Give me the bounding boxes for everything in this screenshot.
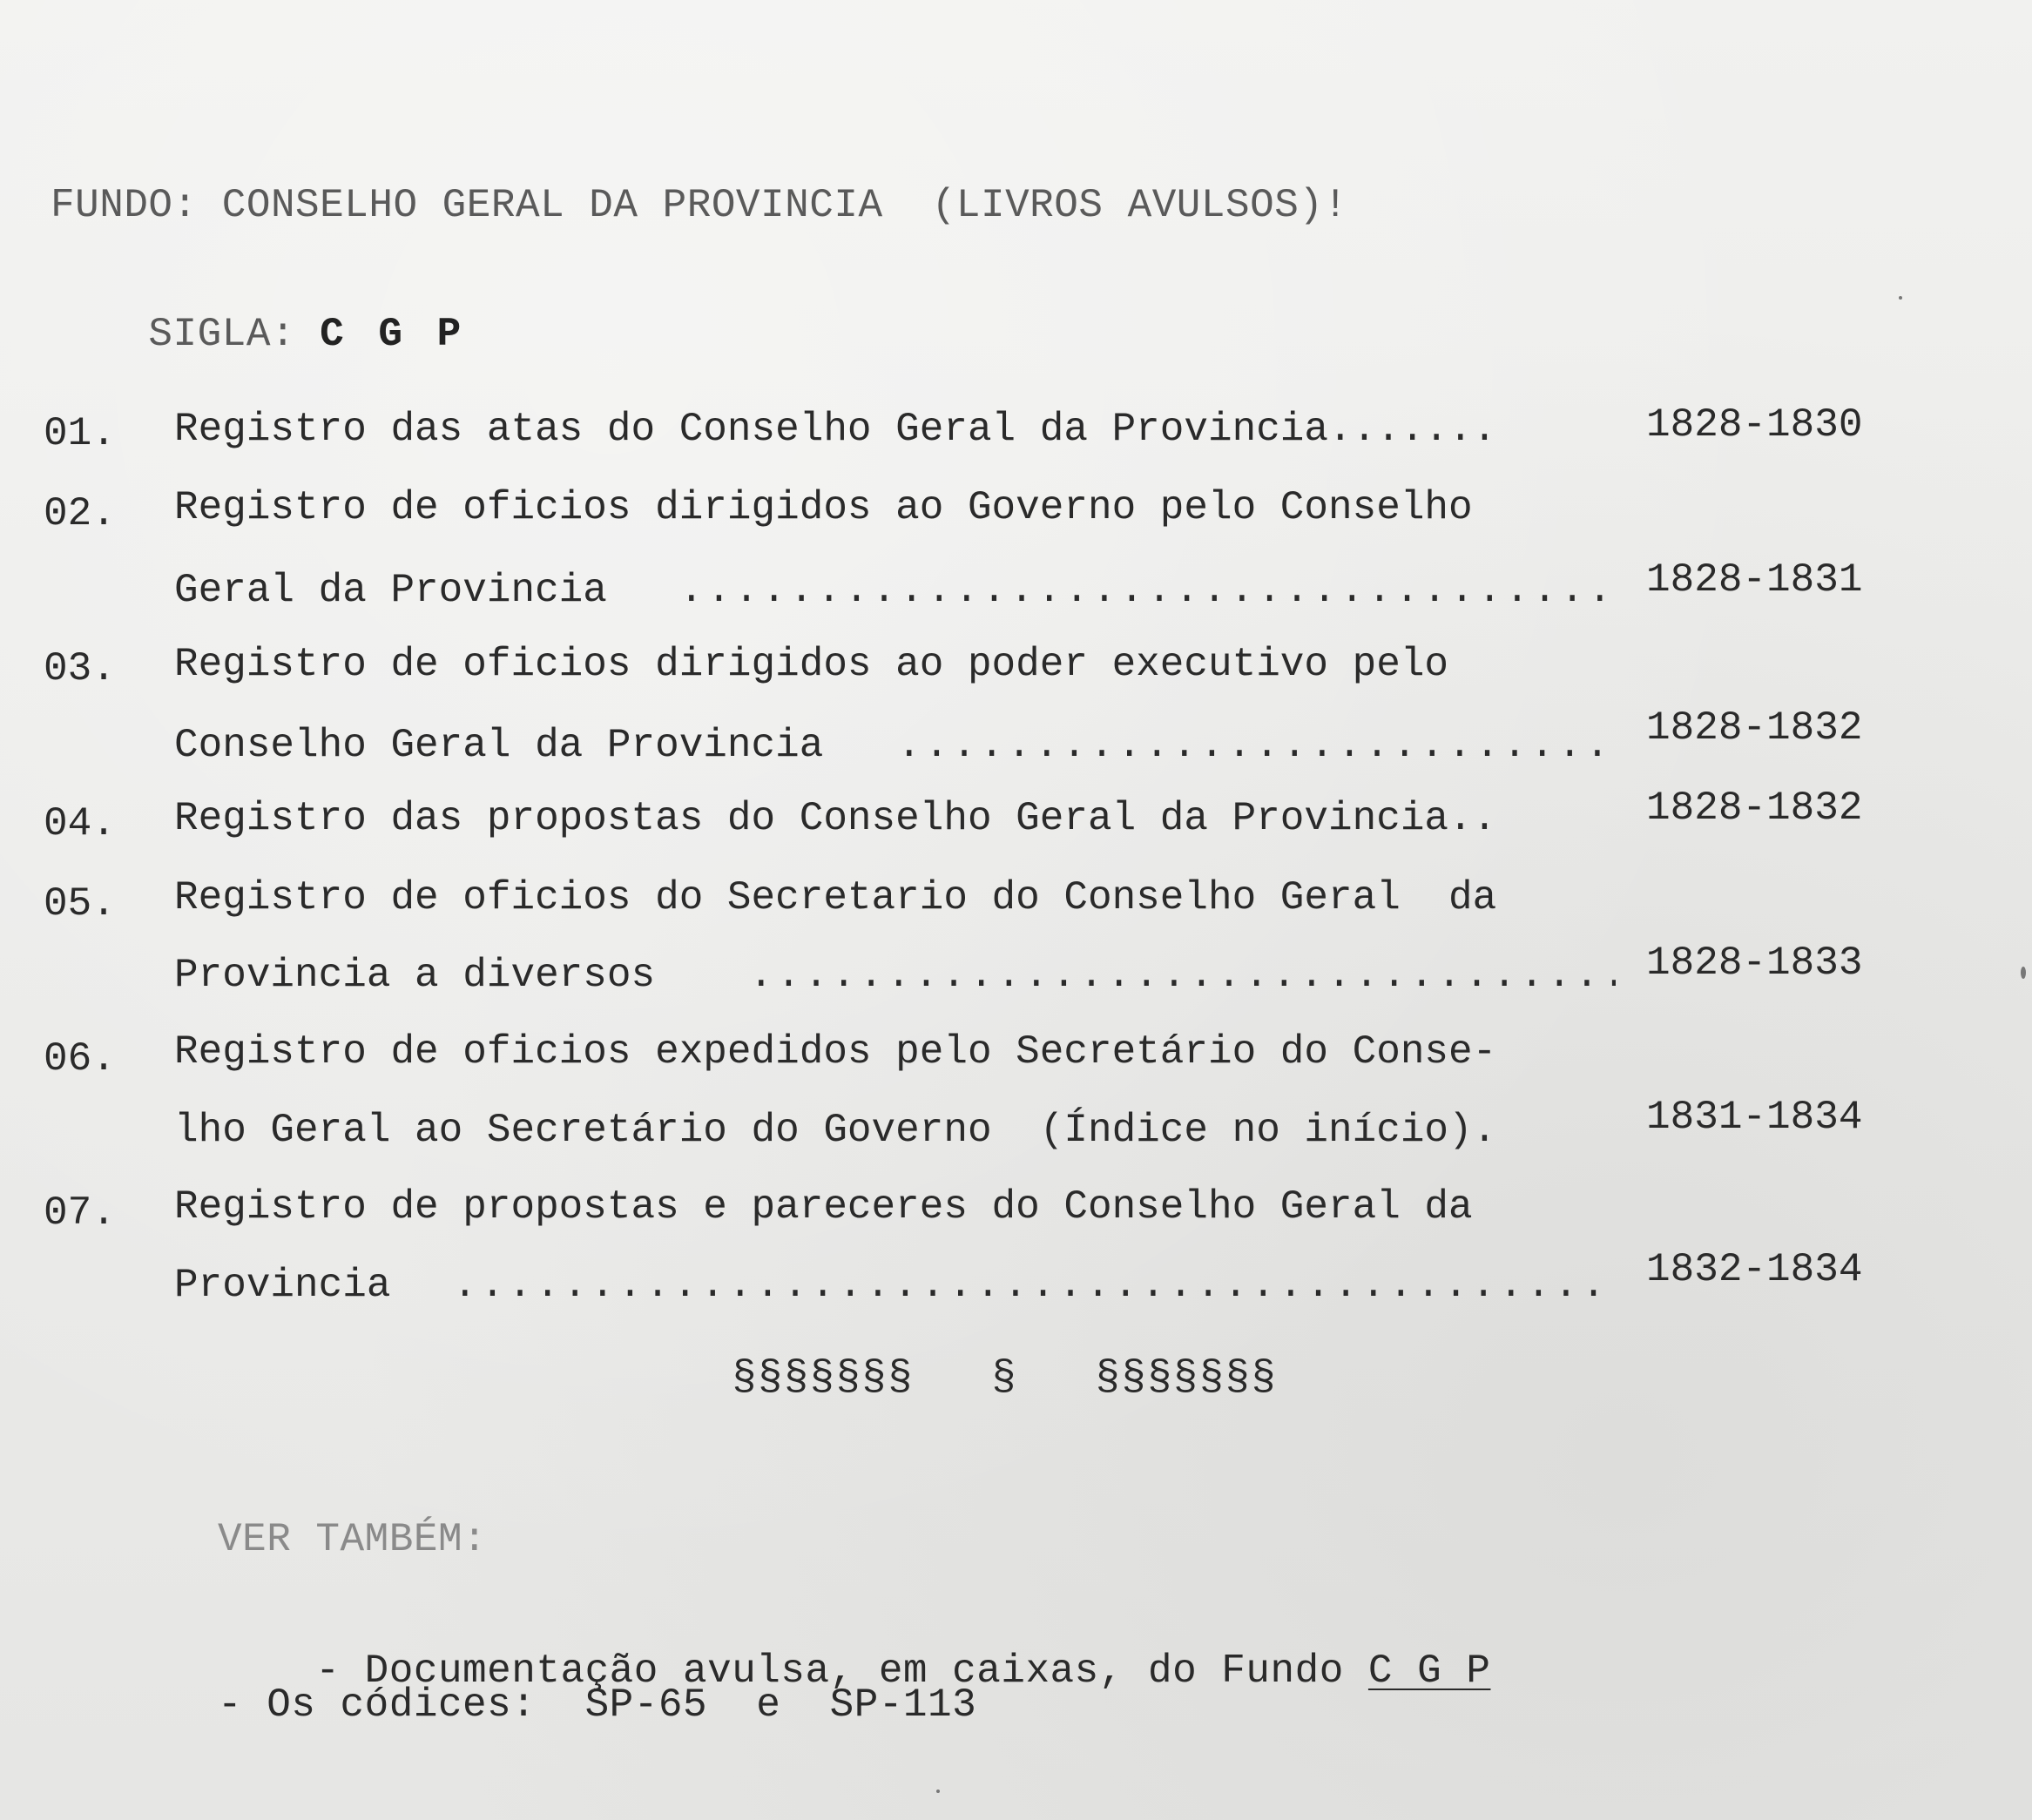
entry-number-04: 04. xyxy=(44,801,116,846)
entry-text-02-line2: Geral da Provincia xyxy=(174,568,607,613)
section-separator: §§§§§§§ § §§§§§§§ xyxy=(732,1355,1277,1402)
entry-dates-05: 1828-1833 xyxy=(1646,940,1863,986)
leader-dots-07 xyxy=(453,1261,1616,1310)
entry-text-02-line1: Registro de oficios dirigidos ao Governo pelo Conselho xyxy=(174,485,1473,530)
entry-text-03-line2: Conselho Geral da Provincia xyxy=(174,723,824,768)
entry-text-06-line1: Registro de oficios expedidos pelo Secretário do Conse- xyxy=(174,1029,1497,1075)
entry-number-05: 05. xyxy=(44,881,116,927)
fund-title: FUNDO: CONSELHO GERAL DA PROVINCIA (LIVROS AVULSOS)! xyxy=(51,183,1348,228)
entry-number-03: 03. xyxy=(44,646,116,691)
entry-text-07-line1: Registro de propostas e pareceres do Conselho Geral da xyxy=(174,1184,1473,1230)
entry-dates-04: 1828-1832 xyxy=(1646,785,1863,831)
sigla-line xyxy=(51,261,466,408)
paper-speck xyxy=(936,1790,940,1793)
sigla-label: SIGLA: xyxy=(148,312,296,357)
leader-dots-03 xyxy=(897,721,1616,770)
entry-text-03-line1: Registro de oficios dirigidos ao poder executivo pelo xyxy=(174,642,1449,687)
paper-speck xyxy=(1899,296,1902,300)
entry-text-05-line1: Registro de oficios do Secretario do Conselho Geral da xyxy=(174,875,1497,920)
entry-dates-03: 1828-1832 xyxy=(1646,705,1863,751)
leader-dots-02 xyxy=(679,566,1616,615)
entry-text-07-line2: Provincia xyxy=(174,1263,391,1308)
leader-dots-05 xyxy=(749,951,1616,1000)
entry-dates-07: 1832-1834 xyxy=(1646,1247,1863,1292)
see-also-item-2: - Os códices: SP-65 e SP-113 xyxy=(218,1682,977,1728)
entry-text-04-line1: Registro das propostas do Conselho Geral da Provincia.. xyxy=(174,796,1497,841)
entry-number-01: 01. xyxy=(44,411,116,456)
see-also-title: VER TAMBÉM: xyxy=(218,1517,488,1562)
entry-text-05-line2: Provincia a diversos xyxy=(174,953,656,998)
entry-number-02: 02. xyxy=(44,491,116,536)
paper-speck xyxy=(2021,967,2026,979)
entry-number-06: 06. xyxy=(44,1036,116,1082)
entry-text-01-line1: Registro das atas do Conselho Geral da Provincia....... xyxy=(174,407,1497,452)
sigla-code: C G P xyxy=(320,312,467,357)
entry-dates-02: 1828-1831 xyxy=(1646,557,1863,603)
entry-text-06-line2: lho Geral ao Secretário do Governo (Índice no início). xyxy=(174,1108,1497,1153)
see-also-item-1-text: - Documentação avulsa, em caixas, do Fundo xyxy=(315,1648,1368,1694)
entry-number-07: 07. xyxy=(44,1190,116,1236)
entry-dates-06: 1831-1834 xyxy=(1646,1095,1863,1140)
entry-dates-01: 1828-1830 xyxy=(1646,402,1863,448)
see-also-fund-code: C G P xyxy=(1367,1648,1491,1694)
